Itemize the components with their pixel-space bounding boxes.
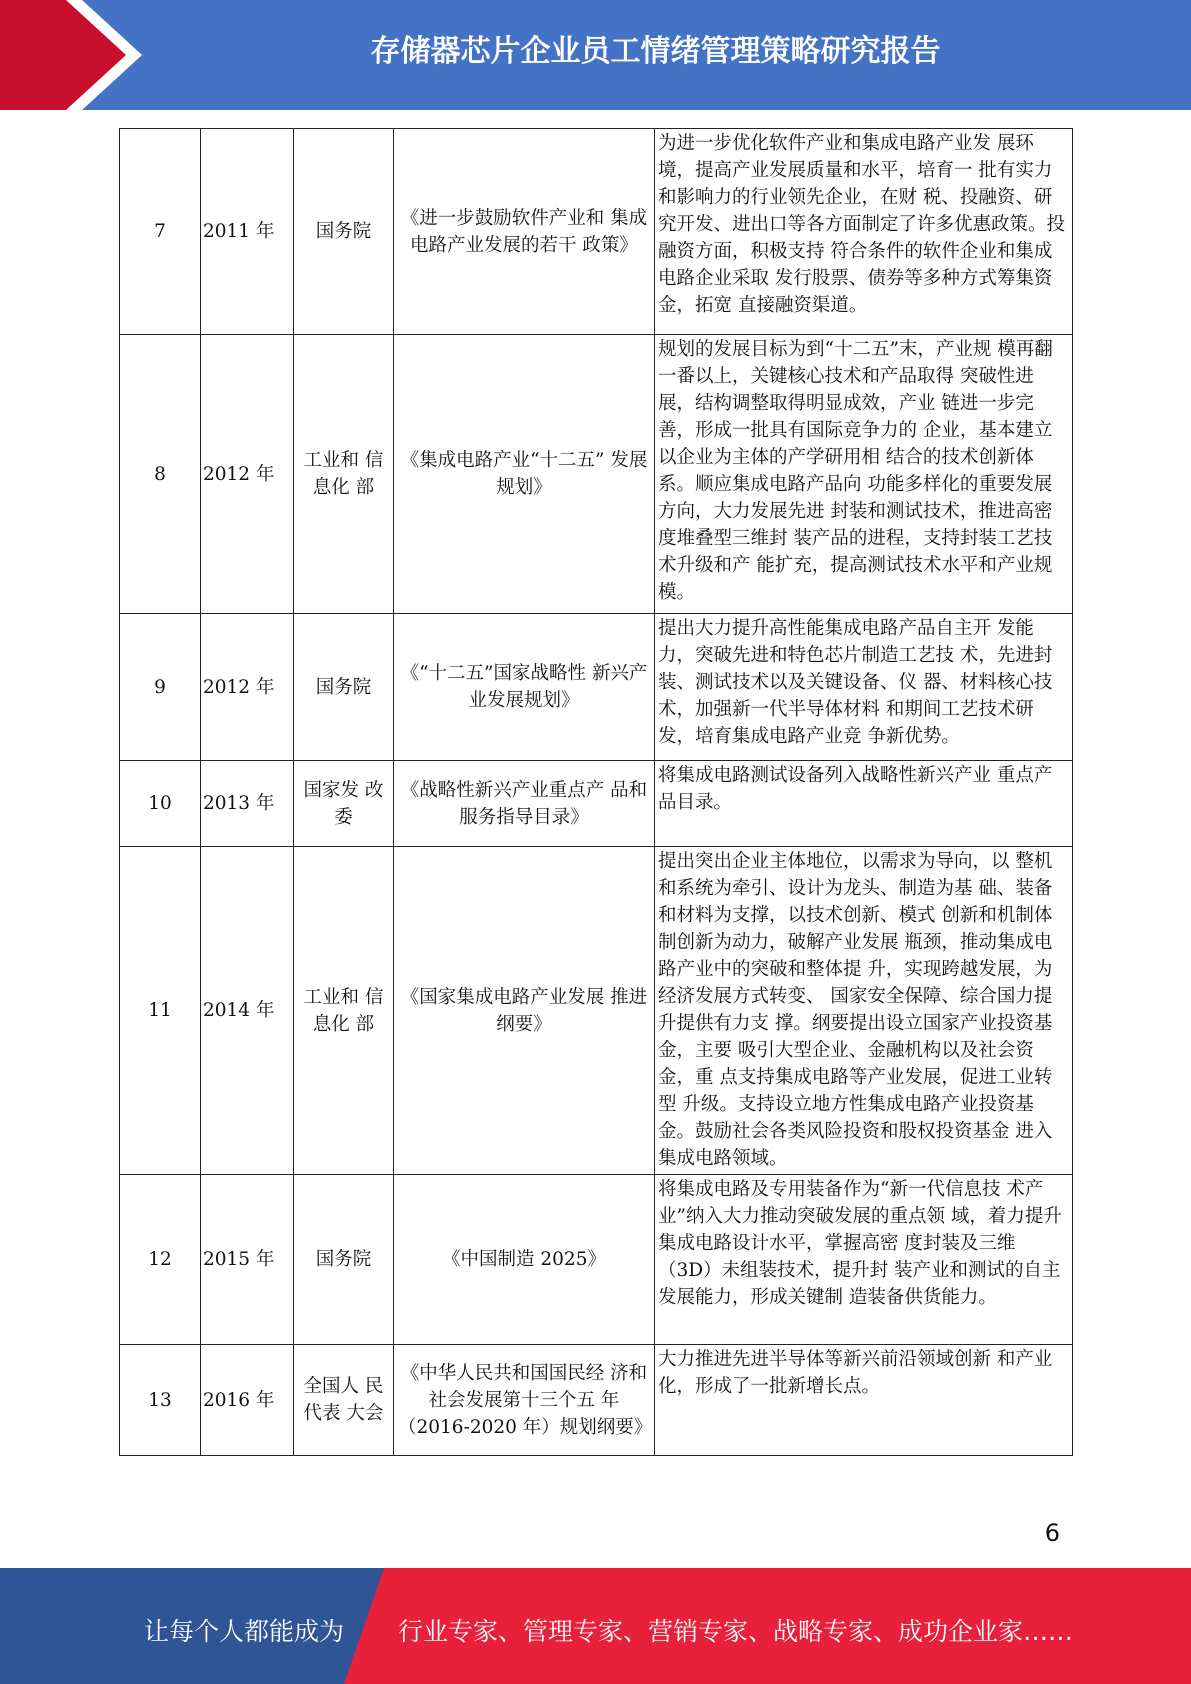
row-document: 《进一步鼓励软件产业和 集成电路产业发展的若干 政策》 bbox=[394, 129, 655, 335]
footer-slogan-right: 行业专家、管理专家、营销专家、战略专家、成功企业家…… bbox=[398, 1617, 1074, 1646]
row-issuer: 工业和 信息化 部 bbox=[294, 335, 394, 614]
row-year: 2013 年 bbox=[201, 761, 294, 847]
report-title: 存储器芯片企业员工情绪管理策略研究报告 bbox=[370, 34, 941, 69]
row-issuer: 国家发 改委 bbox=[294, 761, 394, 847]
header-red-arrow-decoration bbox=[0, 0, 150, 110]
row-issuer: 国务院 bbox=[294, 1175, 394, 1345]
policy-table bbox=[119, 128, 1073, 1456]
row-description: 将集成电路测试设备列入战略性新兴产业 重点产品目录。 bbox=[655, 761, 1073, 847]
row-issuer: 国务院 bbox=[294, 614, 394, 761]
table-row bbox=[120, 614, 1073, 761]
row-description: 将集成电路及专用装备作为“新一代信息技 术产业”纳入大力推动突破发展的重点领 域，着力提升集成电路设计水平，掌握高密 度封装及三维（3D）未组装技术，提升封 装产业和测试的自主发展能力，形成关键制 造装备供货能力。 bbox=[655, 1175, 1073, 1345]
row-number: 11 bbox=[120, 847, 201, 1175]
row-year: 2011 年 bbox=[201, 129, 294, 335]
row-document: 《“十二五”国家战略性 新兴产业发展规划》 bbox=[394, 614, 655, 761]
row-year: 2016 年 bbox=[201, 1345, 294, 1456]
row-number: 12 bbox=[120, 1175, 201, 1345]
page-footer bbox=[0, 1568, 1191, 1684]
footer-slogan-left: 让每个人都能成为 bbox=[144, 1617, 345, 1646]
row-year: 2012 年 bbox=[201, 335, 294, 614]
row-description: 大力推进先进半导体等新兴前沿领域创新 和产业化，形成了一批新增长点。 bbox=[655, 1345, 1073, 1456]
page-header bbox=[0, 0, 1191, 110]
row-document: 《中国制造 2025》 bbox=[394, 1175, 655, 1345]
row-number: 8 bbox=[120, 335, 201, 614]
row-year: 2015 年 bbox=[201, 1175, 294, 1345]
row-issuer: 国务院 bbox=[294, 129, 394, 335]
row-description: 为进一步优化软件产业和集成电路产业发 展环境，提高产业发展质量和水平，培育一 批有实力和影响力的行业领先企业，在财 税、投融资、研究开发、进出口等各方面制定了许多优惠政策。投融资方面，积极支持 符合条件的软件企业和集成电路企业采取 发行股票、债券等多种方式筹集资金，拓宽 直接融资渠道。 bbox=[655, 129, 1073, 335]
table-row bbox=[120, 761, 1073, 847]
row-issuer: 全国人 民代表 大会 bbox=[294, 1345, 394, 1456]
page-number: 6 bbox=[1044, 1519, 1060, 1547]
row-issuer: 工业和 信息化 部 bbox=[294, 847, 394, 1175]
row-number: 7 bbox=[120, 129, 201, 335]
row-document: 《国家集成电路产业发展 推进纲要》 bbox=[394, 847, 655, 1175]
row-description: 规划的发展目标为到“十二五”末，产业规 模再翻一番以上，关键核心技术和产品取得 突破性进展，结构调整取得明显成效，产业 链进一步完善，形成一批具有国际竞争力的 企业，基本建立以企业为主体的产学研用相 结合的技术创新体系。顺应集成电路产品向 功能多样化的重要发展方向，大力发展先进 封装和测试技术，推进高密度堆叠型三维封 装产品的进程，支持封装工艺技术升级和产 能扩充，提高测试技术水平和产业规模。 bbox=[655, 335, 1073, 614]
table-row bbox=[120, 847, 1073, 1175]
row-document: 《中华人民共和国国民经 济和社会发展第十三个五 年（2016-2020 年）规划纲要》 bbox=[394, 1345, 655, 1456]
row-year: 2012 年 bbox=[201, 614, 294, 761]
table-row bbox=[120, 335, 1073, 614]
row-number: 13 bbox=[120, 1345, 201, 1456]
row-description: 提出大力提升高性能集成电路产品自主开 发能力，突破先进和特色芯片制造工艺技 术，先进封装、测试技术以及关键设备、仪 器、材料核心技术，加强新一代半导体材料 和期间工艺技术研发，培育集成电路产业竞 争新优势。 bbox=[655, 614, 1073, 761]
row-year: 2014 年 bbox=[201, 847, 294, 1175]
row-number: 9 bbox=[120, 614, 201, 761]
row-document: 《集成电路产业“十二五” 发展规划》 bbox=[394, 335, 655, 614]
row-description: 提出突出企业主体地位，以需求为导向，以 整机和系统为牵引、设计为龙头、制造为基 础、装备和材料为支撑，以技术创新、模式 创新和机制体制创新为动力，破解产业发展 瓶颈，推动集成电路产业中的突破和整体提 升，实现跨越发展，为经济发展方式转变、 国家安全保障、综合国力提升提供有力支 撑。纲要提出设立国家产业投资基金，主要 吸引大型企业、金融机构以及社会资金，重 点支持集成电路等产业发展，促进工业转型 升级。支持设立地方性集成电路产业投资基 金。鼓励社会各类风险投资和股权投资基金 进入集成电路领域。 bbox=[655, 847, 1073, 1175]
table-row bbox=[120, 1175, 1073, 1345]
row-document: 《战略性新兴产业重点产 品和服务指导目录》 bbox=[394, 761, 655, 847]
table-row bbox=[120, 1345, 1073, 1456]
table-row bbox=[120, 129, 1073, 335]
row-number: 10 bbox=[120, 761, 201, 847]
